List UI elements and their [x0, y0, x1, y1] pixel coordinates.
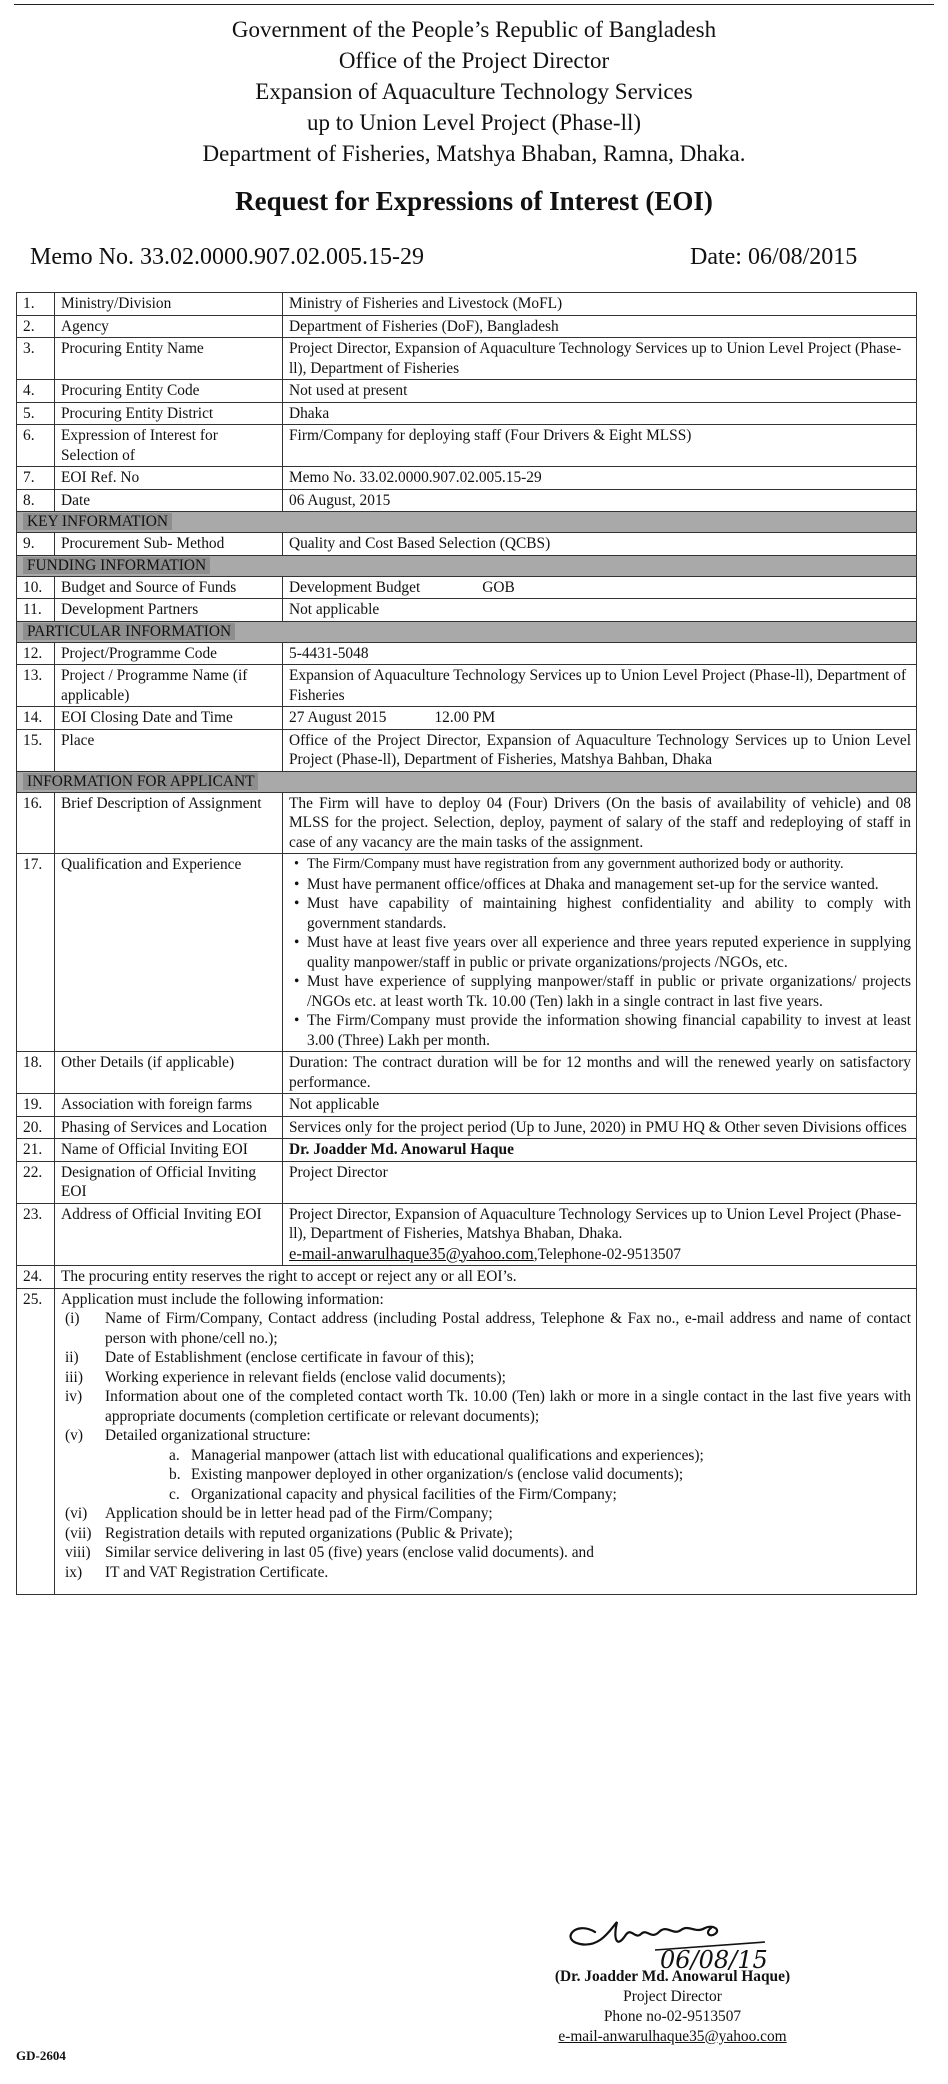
item-number: (vi)	[65, 1505, 88, 1522]
item-text: Existing manpower deployed in other organization/s (enclose valid documents);	[191, 1466, 684, 1483]
table-row	[17, 642, 917, 665]
item-number: iv)	[65, 1388, 83, 1405]
table-row	[17, 792, 917, 854]
table-row	[17, 1266, 917, 1289]
top-border-line	[14, 4, 934, 5]
row-label: Date	[55, 489, 283, 512]
section-heading-particular-information	[17, 621, 917, 642]
signature-date: 06/08/15	[660, 1946, 768, 1972]
budget-type: Development Budget	[289, 578, 421, 596]
item-text: Date of Establishment (enclose certificate in favour of this);	[105, 1349, 475, 1366]
item-text: Working experience in relevant fields (enclose valid documents);	[105, 1368, 506, 1386]
table-row	[17, 489, 917, 512]
row-label: Procuring Entity Code	[55, 380, 283, 403]
row-number: 5.	[17, 402, 55, 425]
row-value	[55, 1288, 917, 1595]
row-number: 22.	[17, 1161, 55, 1203]
row-number: 11.	[17, 599, 55, 622]
item-text: Application should be in letter head pad of the Firm/Company;	[105, 1505, 493, 1522]
eoi-table	[16, 292, 917, 1595]
item-number: c.	[169, 1485, 180, 1503]
row-number: 23.	[17, 1203, 55, 1266]
row-label: EOI Ref. No	[55, 467, 283, 490]
table-row	[17, 1116, 917, 1139]
organizational-structure-sublist	[61, 1446, 911, 1505]
row-value	[283, 1203, 917, 1266]
item-text: Information about one of the completed contact worth Tk. 10.00 (Ten) lakh or more in a single contact in the last five years with appropriate documents (completion certificate or relevant documents);	[105, 1388, 911, 1425]
row-number: 10.	[17, 576, 55, 599]
row-value: Quality and Cost Based Selection (QCBS)	[283, 533, 917, 556]
list-item	[61, 1309, 911, 1348]
budget-source: GOB	[482, 578, 515, 596]
section-heading-label: FUNDING INFORMATION	[23, 557, 210, 574]
row-label: Agency	[55, 315, 283, 338]
row-value: Project Director, Expansion of Aquaculture Technology Services up to Union Level Project (Phase-ll), Department of Fisheries	[283, 338, 917, 380]
item-text: Name of Firm/Company, Contact address (including Postal address, Telephone & Fax no., e-mail address and name of contact person with phone/cell no.);	[105, 1310, 911, 1347]
item-number: ix)	[65, 1563, 83, 1581]
signatory-email[interactable]: e-mail-anwarulhaque35@yahoo.com	[558, 2028, 787, 2045]
row-number: 6.	[17, 425, 55, 467]
row-value: Department of Fisheries (DoF), Bangladesh	[283, 315, 917, 338]
section-heading-key-information	[17, 512, 917, 533]
section-heading-label: PARTICULAR INFORMATION	[23, 623, 235, 640]
row-number: 12.	[17, 642, 55, 665]
application-requirements-list	[61, 1309, 911, 1582]
row-value	[283, 854, 917, 1052]
document-header	[0, 14, 948, 169]
list-item	[61, 1387, 911, 1426]
row-value: Dr. Joadder Md. Anowarul Haque	[283, 1139, 917, 1162]
table-row	[17, 467, 917, 490]
row-label: Name of Official Inviting EOI	[55, 1139, 283, 1162]
row-label: Other Details (if applicable)	[55, 1052, 283, 1094]
row-label: Brief Description of Assignment	[55, 792, 283, 854]
table-row	[17, 1094, 917, 1117]
list-item	[61, 1348, 911, 1368]
row-value: Project Director	[283, 1161, 917, 1203]
list-item	[169, 1485, 911, 1505]
list-item: • The Firm/Company must have registration from any government authorized body or authority.	[307, 855, 911, 875]
table-row	[17, 338, 917, 380]
row-number: 20.	[17, 1116, 55, 1139]
address-text: Project Director, Expansion of Aquaculture Technology Services up to Union Level Project (Phase-ll), Department of Fisheries, Matshya Bhaban, Dhaka.	[289, 1205, 902, 1242]
item-text: Similar service delivering in last 05 (five) years (enclose valid documents). and	[105, 1544, 594, 1561]
table-row	[17, 402, 917, 425]
row-label: Place	[55, 729, 283, 771]
signature-block	[545, 1967, 800, 2047]
header-line-4: up to Union Level Project (Phase-ll)	[306, 110, 642, 135]
list-item	[169, 1446, 911, 1466]
row-value: Services only for the project period (Up to June, 2020) in PMU HQ & Other seven Divisions offices	[283, 1116, 917, 1139]
qualification-list	[289, 855, 911, 1050]
row-value: Dhaka	[283, 402, 917, 425]
signatory-title: Project Director	[623, 1988, 722, 2005]
list-item	[61, 1563, 911, 1583]
item-text: Registration details with reputed organizations (Public & Private);	[105, 1524, 513, 1542]
table-row	[17, 599, 917, 622]
list-item	[169, 1465, 911, 1485]
table-row	[17, 854, 917, 1052]
row-label: Designation of Official Inviting EOI	[55, 1161, 283, 1203]
signatory-name: (Dr. Joadder Md. Anowarul Haque)	[554, 1968, 791, 1985]
row-number: 9.	[17, 533, 55, 556]
row-label: EOI Closing Date and Time	[55, 707, 283, 730]
table-row	[17, 1161, 917, 1203]
table-row	[17, 665, 917, 707]
handwritten-signature	[555, 1910, 785, 1972]
table-row	[17, 533, 917, 556]
item-number: b.	[169, 1466, 181, 1483]
list-item	[61, 1543, 911, 1563]
row-label: Address of Official Inviting EOI	[55, 1203, 283, 1266]
page-title: Request for Expressions of Interest (EOI)	[235, 186, 713, 216]
table-row	[17, 380, 917, 403]
table-row	[17, 1052, 917, 1094]
row-label: Ministry/Division	[55, 293, 283, 316]
row-value: 06 August, 2015	[283, 489, 917, 512]
row-number: 19.	[17, 1094, 55, 1117]
row-value: Not applicable	[283, 1094, 917, 1117]
table-row	[17, 1288, 917, 1595]
table-row	[17, 1203, 917, 1266]
row-number: 25.	[17, 1288, 55, 1595]
header-line-3: Expansion of Aquaculture Technology Services	[255, 79, 693, 104]
row-number: 18.	[17, 1052, 55, 1094]
header-line-2: Office of the Project Director	[338, 48, 610, 73]
table-row	[17, 576, 917, 599]
row-number: 8.	[17, 489, 55, 512]
row-number: 17.	[17, 854, 55, 1052]
row-label: Procuring Entity District	[55, 402, 283, 425]
signatory-phone: Phone no-02-9513507	[603, 2008, 742, 2025]
row-number: 16.	[17, 792, 55, 854]
row-label: Association with foreign farms	[55, 1094, 283, 1117]
header-line-5: Department of Fisheries, Matshya Bhaban, Ramna, Dhaka.	[202, 141, 746, 166]
item-number: a.	[169, 1446, 180, 1464]
row-label: Project/Programme Code	[55, 642, 283, 665]
section-heading-information-for-applicant	[17, 771, 917, 792]
item-number: (i)	[65, 1310, 80, 1327]
row-label: Development Partners	[55, 599, 283, 622]
row-value: 5-4431-5048	[283, 642, 917, 665]
table-row	[17, 1139, 917, 1162]
closing-date: 27 August 2015	[289, 709, 387, 726]
row-value: The Firm will have to deploy 04 (Four) Drivers (On the basis of availability of vehicle) and 08 MLSS for the project. Selection, deploy, payment of salary of the staff and redeploying of staff in case of any vacancy are the main tasks of the assignment.	[283, 792, 917, 854]
table-row	[17, 425, 917, 467]
section-heading-funding-information	[17, 555, 917, 576]
table-row	[17, 293, 917, 316]
row-label: Project / Programme Name (if applicable)	[55, 665, 283, 707]
item-text: Detailed organizational structure:	[105, 1427, 311, 1444]
table-row	[17, 729, 917, 771]
row-value: Duration: The contract duration will be for 12 months and will the renewed yearly on satisfactory performance.	[283, 1052, 917, 1094]
list-item: • The Firm/Company must provide the information showing financial capability to invest at least 3.00 (Three) Lakh per month.	[307, 1011, 911, 1050]
row-value: Expansion of Aquaculture Technology Services up to Union Level Project (Phase-ll), Department of Fisheries	[283, 665, 917, 707]
telephone-text: ,Telephone-02-9513507	[533, 1245, 681, 1263]
row-value: Not used at present	[283, 380, 917, 403]
item-number: (v)	[65, 1427, 83, 1444]
section-heading-label: KEY INFORMATION	[23, 513, 172, 530]
row-label: Phasing of Services and Location	[55, 1116, 283, 1139]
row-value: Office of the Project Director, Expansion of Aquaculture Technology Services up to Union Level Project (Phase-ll), Department of Fisheries, Matshya Bahban, Dhaka	[283, 729, 917, 771]
item-number: ii)	[65, 1349, 79, 1366]
item-text: Organizational capacity and physical facilities of the Firm/Company;	[191, 1485, 617, 1503]
row-value: Not applicable	[283, 599, 917, 622]
row-number: 3.	[17, 338, 55, 380]
row-value: Firm/Company for deploying staff (Four Drivers & Eight MLSS)	[283, 425, 917, 467]
row-value	[283, 707, 917, 730]
row-number: 24.	[17, 1266, 55, 1289]
list-item: • Must have permanent office/offices at Dhaka and management set-up for the service wanted.	[307, 875, 911, 895]
row-number: 14.	[17, 707, 55, 730]
row-value: The procuring entity reserves the right to accept or reject any or all EOI’s.	[55, 1266, 917, 1289]
row-label: Qualification and Experience	[55, 854, 283, 1052]
header-line-1: Government of the People’s Republic of Bangladesh	[231, 17, 717, 42]
item-number: (vii)	[65, 1524, 92, 1542]
row-label: Procurement Sub- Method	[55, 533, 283, 556]
table-row	[17, 315, 917, 338]
row-value: Ministry of Fisheries and Livestock (MoFL)	[283, 293, 917, 316]
application-intro: Application must include the following information:	[61, 1290, 384, 1308]
row-value: Memo No. 33.02.0000.907.02.005.15-29	[283, 467, 917, 490]
list-item	[61, 1426, 911, 1446]
row-label: Procuring Entity Name	[55, 338, 283, 380]
row-label: Budget and Source of Funds	[55, 576, 283, 599]
memo-date: Date: 06/08/2015	[690, 244, 858, 270]
list-item: • Must have capability of maintaining highest confidentiality and ability to comply with government standards.	[307, 894, 911, 933]
row-value	[283, 576, 917, 599]
item-text: IT and VAT Registration Certificate.	[105, 1563, 329, 1581]
row-number: 13.	[17, 665, 55, 707]
list-item: • Must have experience of supplying manpower/staff in public or private organizations/ projects /NGOs etc. at least worth Tk. 10.00 (Ten) lakh in a single contract in last five years.	[307, 972, 911, 1011]
section-heading-label: INFORMATION FOR APPLICANT	[23, 773, 258, 790]
list-item	[61, 1524, 911, 1544]
row-number: 7.	[17, 467, 55, 490]
row-number: 4.	[17, 380, 55, 403]
item-number: iii)	[65, 1368, 83, 1386]
memo-number: Memo No. 33.02.0000.907.02.005.15-29	[30, 244, 424, 270]
list-item	[61, 1504, 911, 1524]
item-text: Managerial manpower (attach list with educational qualifications and experiences);	[191, 1446, 704, 1464]
email-link[interactable]: e-mail-anwarulhaque35@yahoo.com	[289, 1243, 534, 1263]
closing-time: 12.00 PM	[434, 709, 496, 726]
item-number: viii)	[65, 1544, 91, 1561]
footer-code: GD-2604	[16, 2048, 66, 2063]
row-label: Expression of Interest for Selection of	[55, 425, 283, 467]
row-number: 1.	[17, 293, 55, 316]
list-item: • Must have at least five years over all experience and three years reputed experience in supplying quality manpower/staff in public or private organizations/projects /NGOs, etc.	[307, 933, 911, 972]
table-row	[17, 707, 917, 730]
list-item	[61, 1368, 911, 1388]
row-number: 21.	[17, 1139, 55, 1162]
row-number: 15.	[17, 729, 55, 771]
row-number: 2.	[17, 315, 55, 338]
